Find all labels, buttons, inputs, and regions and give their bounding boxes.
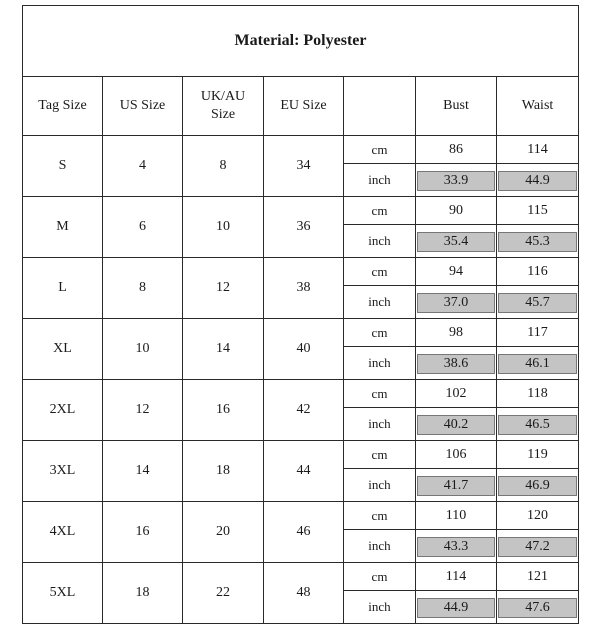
material-title: Material: Polyester <box>23 6 579 77</box>
bust-inch-cell <box>416 164 497 197</box>
bust-inch-cell <box>416 347 497 380</box>
header-us-size: US Size <box>103 77 183 136</box>
waist-inch-cell <box>497 286 579 319</box>
unit-inch-cell: inch <box>344 591 416 624</box>
size-row-cm <box>23 258 579 286</box>
uk-au-size-cell: 20 <box>183 502 264 563</box>
bust-cm-cell: 110 <box>416 502 497 530</box>
waist-cm-cell: 117 <box>497 319 579 347</box>
header-row <box>23 77 579 136</box>
eu-size-cell: 38 <box>264 258 344 319</box>
size-row-cm <box>23 502 579 530</box>
unit-cm-cell: cm <box>344 502 416 530</box>
size-row-cm <box>23 563 579 591</box>
header-eu-size: EU Size <box>264 77 344 136</box>
uk-au-size-cell: 12 <box>183 258 264 319</box>
waist-inch-value: 46.1 <box>498 354 577 374</box>
eu-size-cell: 48 <box>264 563 344 624</box>
us-size-cell: 6 <box>103 197 183 258</box>
us-size-cell: 18 <box>103 563 183 624</box>
eu-size-cell: 34 <box>264 136 344 197</box>
unit-inch-cell: inch <box>344 164 416 197</box>
unit-cm-cell: cm <box>344 563 416 591</box>
unit-inch-cell: inch <box>344 408 416 441</box>
tag-size-cell: XL <box>23 319 103 380</box>
waist-inch-value: 46.9 <box>498 476 577 496</box>
uk-au-size-cell: 10 <box>183 197 264 258</box>
tag-size-cell: 5XL <box>23 563 103 624</box>
bust-cm-cell: 114 <box>416 563 497 591</box>
eu-size-cell: 42 <box>264 380 344 441</box>
bust-cm-cell: 94 <box>416 258 497 286</box>
waist-cm-cell: 114 <box>497 136 579 164</box>
bust-inch-cell <box>416 408 497 441</box>
waist-inch-value: 45.7 <box>498 293 577 313</box>
waist-inch-value: 45.3 <box>498 232 577 252</box>
waist-cm-cell: 120 <box>497 502 579 530</box>
size-row-cm <box>23 197 579 225</box>
unit-cm-cell: cm <box>344 136 416 164</box>
bust-inch-cell <box>416 286 497 319</box>
unit-cm-cell: cm <box>344 319 416 347</box>
bust-inch-value: 37.0 <box>417 293 495 313</box>
bust-cm-cell: 102 <box>416 380 497 408</box>
uk-au-size-cell: 16 <box>183 380 264 441</box>
waist-inch-cell <box>497 347 579 380</box>
header-tag-size: Tag Size <box>23 77 103 136</box>
tag-size-cell: M <box>23 197 103 258</box>
bust-inch-cell <box>416 530 497 563</box>
bust-inch-cell <box>416 591 497 624</box>
header-uk-au-size <box>183 77 264 136</box>
header-uk-au-line1: UK/AU <box>200 89 246 104</box>
header-bust: Bust <box>416 77 497 136</box>
uk-au-size-cell: 18 <box>183 441 264 502</box>
bust-inch-value: 40.2 <box>417 415 495 435</box>
size-row-cm <box>23 380 579 408</box>
waist-inch-cell <box>497 591 579 624</box>
us-size-cell: 8 <box>103 258 183 319</box>
uk-au-size-cell: 8 <box>183 136 264 197</box>
bust-inch-value: 43.3 <box>417 537 495 557</box>
waist-cm-cell: 115 <box>497 197 579 225</box>
waist-inch-cell <box>497 469 579 502</box>
unit-inch-cell: inch <box>344 530 416 563</box>
waist-inch-cell <box>497 164 579 197</box>
bust-inch-value: 44.9 <box>417 598 495 618</box>
waist-inch-cell <box>497 530 579 563</box>
bust-inch-value: 41.7 <box>417 476 495 496</box>
uk-au-size-cell: 14 <box>183 319 264 380</box>
waist-cm-cell: 118 <box>497 380 579 408</box>
bust-inch-value: 33.9 <box>417 171 495 191</box>
bust-inch-value: 35.4 <box>417 232 495 252</box>
eu-size-cell: 44 <box>264 441 344 502</box>
waist-inch-value: 46.5 <box>498 415 577 435</box>
unit-cm-cell: cm <box>344 380 416 408</box>
eu-size-cell: 36 <box>264 197 344 258</box>
tag-size-cell: 2XL <box>23 380 103 441</box>
unit-inch-cell: inch <box>344 225 416 258</box>
waist-cm-cell: 121 <box>497 563 579 591</box>
eu-size-cell: 46 <box>264 502 344 563</box>
header-waist: Waist <box>497 77 579 136</box>
size-row-cm <box>23 441 579 469</box>
bust-cm-cell: 106 <box>416 441 497 469</box>
bust-cm-cell: 90 <box>416 197 497 225</box>
waist-inch-value: 44.9 <box>498 171 577 191</box>
header-unit <box>344 77 416 136</box>
size-row-cm <box>23 136 579 164</box>
header-uk-au-line2: Size <box>210 107 236 122</box>
tag-size-cell: 4XL <box>23 502 103 563</box>
size-chart-table <box>22 5 579 624</box>
uk-au-size-cell: 22 <box>183 563 264 624</box>
bust-inch-cell <box>416 225 497 258</box>
unit-inch-cell: inch <box>344 286 416 319</box>
unit-inch-cell: inch <box>344 469 416 502</box>
waist-inch-value: 47.6 <box>498 598 577 618</box>
unit-cm-cell: cm <box>344 197 416 225</box>
tag-size-cell: S <box>23 136 103 197</box>
us-size-cell: 16 <box>103 502 183 563</box>
us-size-cell: 14 <box>103 441 183 502</box>
tag-size-cell: 3XL <box>23 441 103 502</box>
bust-inch-cell <box>416 469 497 502</box>
eu-size-cell: 40 <box>264 319 344 380</box>
us-size-cell: 10 <box>103 319 183 380</box>
bust-inch-value: 38.6 <box>417 354 495 374</box>
waist-inch-value: 47.2 <box>498 537 577 557</box>
tag-size-cell: L <box>23 258 103 319</box>
bust-cm-cell: 98 <box>416 319 497 347</box>
unit-cm-cell: cm <box>344 441 416 469</box>
unit-cm-cell: cm <box>344 258 416 286</box>
us-size-cell: 4 <box>103 136 183 197</box>
waist-cm-cell: 116 <box>497 258 579 286</box>
waist-cm-cell: 119 <box>497 441 579 469</box>
us-size-cell: 12 <box>103 380 183 441</box>
waist-inch-cell <box>497 408 579 441</box>
unit-inch-cell: inch <box>344 347 416 380</box>
waist-inch-cell <box>497 225 579 258</box>
bust-cm-cell: 86 <box>416 136 497 164</box>
size-row-cm <box>23 319 579 347</box>
